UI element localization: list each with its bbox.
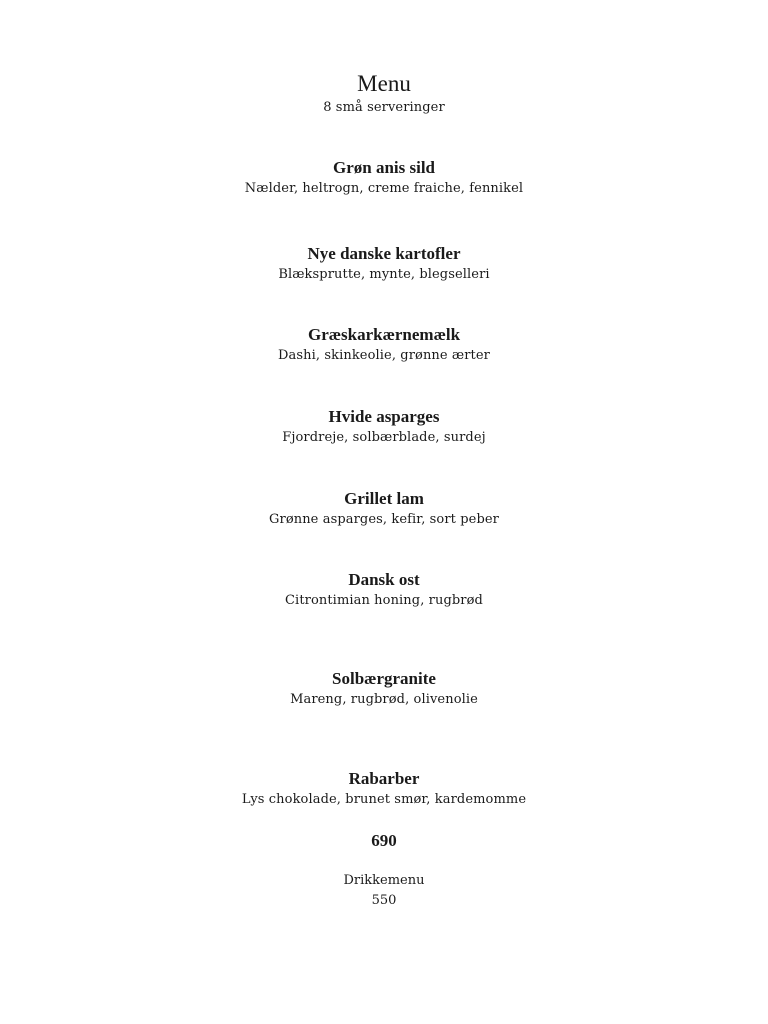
drinks-menu-label: Drikkemenu xyxy=(343,873,425,888)
dish-description: Nælder, heltrogn, creme fraiche, fennikel xyxy=(244,181,524,196)
dish-description: Citrontimian honing, rugbrød xyxy=(285,593,483,608)
dish-name: Nye danske kartofler xyxy=(307,244,461,263)
dish-description: Dashi, skinkeolie, grønne ærter xyxy=(278,348,490,363)
dish-name: Dansk ost xyxy=(348,570,420,589)
dish-name: Grøn anis sild xyxy=(332,158,436,177)
dish-description: Fjordreje, solbærblade, surdej xyxy=(282,430,486,445)
dish-description: Mareng, rugbrød, olivenolie xyxy=(290,692,478,707)
dish-name: Solbærgranite xyxy=(332,669,436,688)
dish-description: Grønne asparges, kefir, sort peber xyxy=(269,512,499,527)
dish-name: Grillet lam xyxy=(344,489,424,508)
dish-description: Blæksprutte, mynte, blegselleri xyxy=(278,267,490,282)
menu-price: 690 xyxy=(371,831,397,850)
menu-title: Menu xyxy=(357,71,411,96)
dish-name: Hvide asparges xyxy=(328,407,440,426)
drinks-menu-price: 550 xyxy=(371,893,397,908)
dish-description: Lys chokolade, brunet smør, kardemomme xyxy=(241,792,527,807)
dish-name: Rabarber xyxy=(348,769,420,788)
menu-subtitle: 8 små serveringer xyxy=(323,100,445,115)
dish-name: Græskarkærnemælk xyxy=(307,325,461,344)
